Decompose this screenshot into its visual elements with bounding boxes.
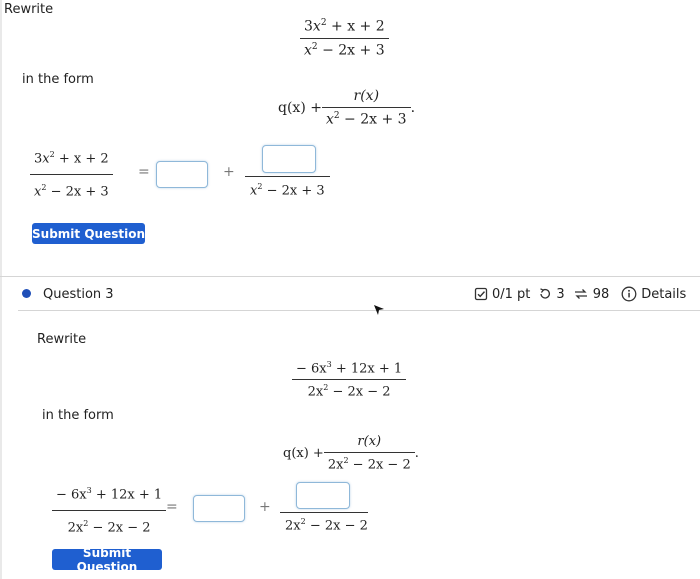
q2-plus-sign: + (223, 164, 235, 180)
header-divider (18, 310, 700, 311)
q3-plus-sign: + (259, 499, 271, 515)
q3-remainder-input[interactable] (296, 482, 350, 509)
q3-form-label: in the form (42, 408, 114, 423)
question-bullet (22, 289, 31, 298)
q2-submit-button[interactable]: Submit Question (32, 223, 145, 244)
q2-answer-lhs: $\frac{3x^2 + x + 2}{x^2 - 2x + 3}$ (30, 150, 113, 200)
q3-quotient-input[interactable] (193, 495, 245, 522)
q2-quotient-input[interactable] (156, 161, 208, 188)
points-icon (474, 287, 488, 301)
section-divider (0, 276, 700, 277)
q3-equals-sign: = (166, 499, 178, 515)
q2-form-label: in the form (22, 72, 94, 87)
mouse-cursor-icon (373, 303, 385, 321)
question-title: Question 3 (43, 287, 114, 302)
points-text: 0/1 pt (492, 286, 531, 302)
retry-icon (538, 287, 552, 301)
q3-answer-fraction-bar (280, 512, 368, 513)
q3-expression: $\frac{- 6x^3 + 12x + 1}{2x^2 - 2x - 2}$ (292, 360, 406, 400)
info-icon[interactable] (621, 286, 637, 302)
retries-count: 3 (556, 286, 565, 302)
attempts-count: 98 (592, 286, 610, 302)
q2-answer-denominator: $x^2 - 2x + 3$ (250, 182, 325, 199)
question-meta (474, 286, 686, 302)
q2-equals-sign: = (138, 164, 150, 180)
q2-form-expression: q(x) + $\frac{r(x)}{x^2 - 2x + 3}$ . (278, 88, 416, 128)
q2-answer-fraction-bar (245, 176, 330, 177)
q3-form-expression: q(x) + $\frac{r(x)}{2x^2 - 2x - 2}$ . (283, 434, 419, 473)
q2-remainder-input[interactable] (262, 145, 316, 173)
q3-submit-button[interactable]: Submit Question (52, 549, 162, 570)
left-border (0, 0, 2, 579)
q3-answer-lhs: $\frac{- 6x^3 + 12x + 1}{2x^2 - 2x - 2}$ (52, 486, 166, 536)
q2-rewrite-label: Rewrite (4, 2, 54, 17)
q3-rewrite-label: Rewrite (37, 332, 87, 347)
details-link[interactable]: Details (641, 286, 687, 302)
attempts-icon (573, 287, 589, 301)
q2-expression: $\frac{3x^2 + x + 2}{x^2 - 2x + 3}$ (300, 18, 389, 58)
q3-answer-denominator: $2x^2 - 2x - 2$ (285, 517, 368, 534)
